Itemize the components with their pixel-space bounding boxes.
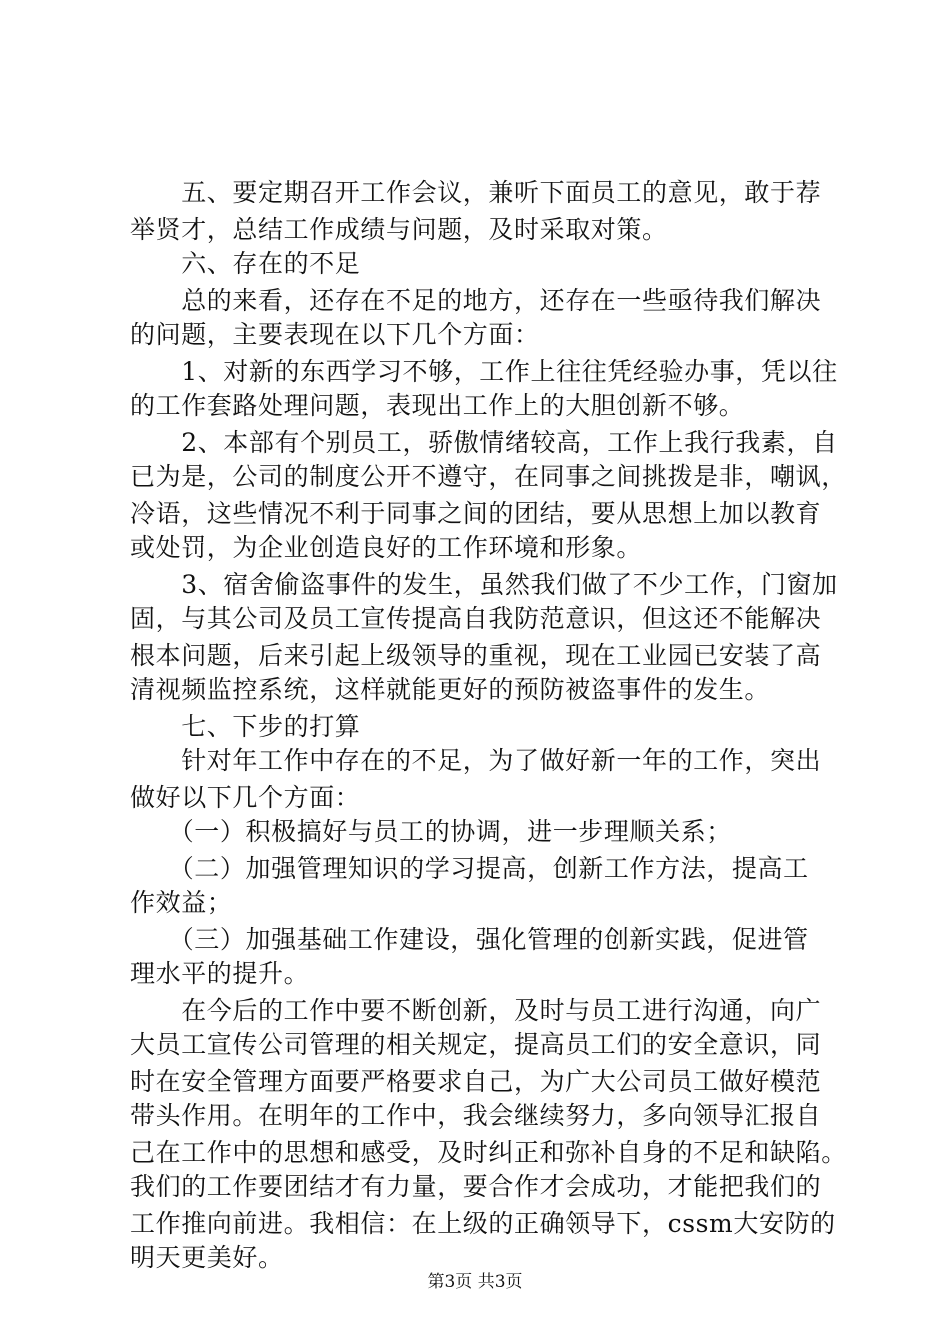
paragraph-line: 大员工宣传公司管理的相关规定，提高员工们的安全意识，同 [130,1030,822,1059]
paragraph-line: 针对年工作中存在的不足，为了做好新一年的工作，突出 [130,746,822,775]
paragraph-line: 带头作用。在明年的工作中，我会继续努力，多向领导汇报自 [130,1101,822,1130]
paragraph-line: 根本问题，后来引起上级领导的重视，现在工业园已安装了高 [130,641,822,670]
paragraph-line: 固，与其公司及员工宣传提高自我防范意识，但这还不能解决 [130,604,822,633]
list-item-line: 理水平的提升。 [130,959,310,988]
paragraph-line: 2、本部有个别员工，骄傲情绪较高，工作上我行我素，自 [130,428,838,457]
paragraph-line: 或处罚，为企业创造良好的工作环境和形象。 [130,533,643,562]
paragraph-line: 冷语，这些情况不利于同事之间的团结，要从思想上加以教育 [130,499,822,528]
paragraph-line: 清视频监控系统，这样就能更好的预防被盗事件的发生。 [130,675,771,704]
list-item-line: （三）加强基础工作建设，强化管理的创新实践，促进管 [130,925,809,954]
paragraph-line: 举贤才，总结工作成绩与问题，及时采取对策。 [130,215,668,244]
paragraph-line: 1、对新的东西学习不够，工作上往往凭经验办事，凭以往 [130,357,838,386]
paragraph-line: 做好以下几个方面： [130,783,361,812]
paragraph-line: 工作推向前进。我相信：在上级的正确领导下，cssm大安防的 [130,1209,836,1238]
paragraph-line: 时在安全管理方面要严格要求自己，为广大公司员工做好模范 [130,1067,822,1096]
paragraph-line: 己在工作中的思想和感受，及时纠正和弥补自身的不足和缺陷。 [130,1138,847,1167]
paragraph-line: 的工作套路处理问题，表现出工作上的大胆创新不够。 [130,391,745,420]
paragraph-line: 3、宿舍偷盗事件的发生，虽然我们做了不少工作，门窗加 [130,570,838,599]
list-item-line: 作效益； [130,888,233,917]
list-item-line: （二）加强管理知识的学习提高，创新工作方法，提高工 [130,854,809,883]
paragraph-line: 五、要定期召开工作会议，兼听下面员工的意见，敢于荐 [130,178,822,207]
paragraph-line: 明天更美好。 [130,1243,284,1272]
list-item-line: （一）积极搞好与员工的协调，进一步理顺关系； [130,817,732,846]
paragraph-line: 在今后的工作中要不断创新，及时与员工进行沟通，向广 [130,996,822,1025]
paragraph-line: 总的来看，还存在不足的地方，还存在一些亟待我们解决 [130,286,822,315]
paragraph-line: 已为是，公司的制度公开不遵守，在同事之间挑拨是非，嘲讽， [130,462,847,491]
page-number-footer: 第3页 共3页 [427,1272,523,1292]
section-heading: 七、下步的打算 [130,712,361,741]
section-heading: 六、存在的不足 [130,249,361,278]
paragraph-line: 的问题，主要表现在以下几个方面： [130,320,540,349]
paragraph-line: 我们的工作要团结才有力量，要合作才会成功，才能把我们的 [130,1172,822,1201]
